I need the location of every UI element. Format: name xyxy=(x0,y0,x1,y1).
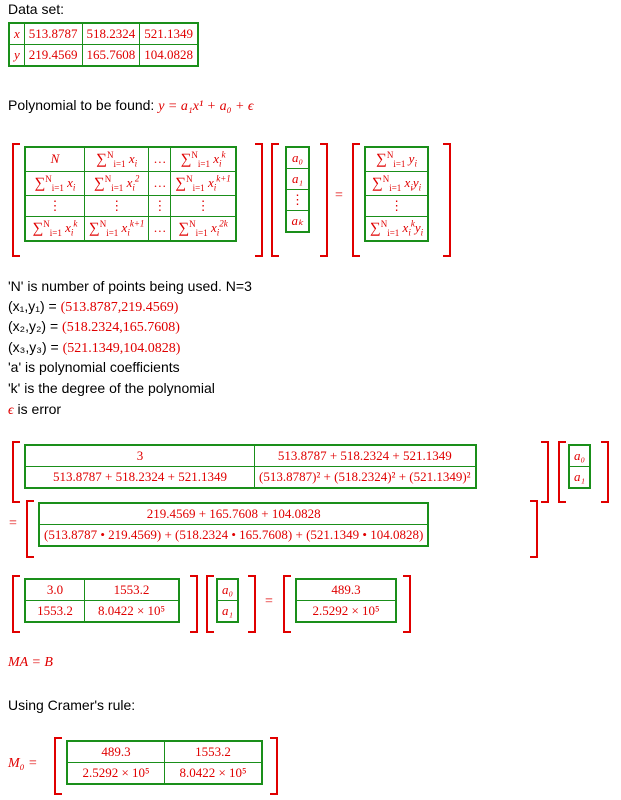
point-2 xyxy=(8,318,180,336)
table-row xyxy=(25,601,179,623)
expanded-m11: 3 xyxy=(25,445,255,467)
point-3-value: (521.1349,104.0828) xyxy=(62,341,181,356)
right-bracket xyxy=(190,575,198,633)
numeric-coefficients xyxy=(216,578,239,623)
point-2-label: (x₂,y₂) = xyxy=(8,318,63,334)
coef-a0: a₀ xyxy=(569,445,590,467)
rhs-sum-y: ∑$^N_{i=1}$ $y_i$ xyxy=(365,147,428,171)
coef-a0: a₀ xyxy=(217,579,238,601)
point-1-label: (x₁,y₁) = xyxy=(8,298,61,314)
coef-a1: a₁ xyxy=(217,601,238,623)
numeric-m22: 8.0422 × 10⁵ xyxy=(85,601,180,623)
numeric-m12: 1553.2 xyxy=(85,579,180,601)
right-bracket xyxy=(541,441,549,503)
left-bracket xyxy=(54,737,62,795)
data-set-label: Data set: xyxy=(8,1,65,17)
cell-sum-x2: ∑$^N_{i=1}$ $x_i^2$ xyxy=(85,171,149,195)
table-row xyxy=(25,171,236,195)
table-row xyxy=(9,45,198,67)
rhs-sum-xky: ∑$^N_{i=1}$ $x_i^ky_i$ xyxy=(365,216,428,240)
cell-sum-x: ∑$^N_{i=1}$ $x_i$ xyxy=(85,147,149,171)
cramer-label: Using Cramer's rule: xyxy=(8,697,136,713)
left-bracket xyxy=(206,575,214,633)
table-row xyxy=(286,190,309,211)
left-bracket xyxy=(283,575,291,633)
table-row xyxy=(217,601,238,623)
polynomial-formula: y = a₁x¹ + a₀ + ϵ xyxy=(158,99,254,114)
cell-vdots: ⋮ xyxy=(25,195,85,216)
point-3 xyxy=(8,339,180,357)
numeric-m21: 1553.2 xyxy=(25,601,85,623)
table-row xyxy=(365,195,428,216)
m0-label: M₀ = xyxy=(8,756,38,771)
expanded-coefficients xyxy=(568,444,591,489)
cell-n: N xyxy=(25,147,85,171)
cramer-m12: 1553.2 xyxy=(165,741,263,763)
table-row xyxy=(9,23,198,45)
table-row xyxy=(365,147,428,171)
x-header: x xyxy=(9,23,24,45)
table-row xyxy=(365,216,428,240)
table-row xyxy=(67,741,262,763)
rhs-sum-xy: ∑$^N_{i=1}$ $x_iy_i$ xyxy=(365,171,428,195)
coefficient-vector xyxy=(285,146,310,233)
cell-dots: … xyxy=(149,147,171,171)
table-row xyxy=(25,216,236,240)
cell-sum-x: ∑$^N_{i=1}$ $x_i$ xyxy=(25,171,85,195)
expanded-m12: 513.8787 + 518.2324 + 521.1349 xyxy=(255,445,476,467)
numeric-b1: 489.3 xyxy=(296,579,396,601)
table-row xyxy=(217,579,238,601)
cramer-m22: 8.0422 × 10⁵ xyxy=(165,763,263,785)
right-bracket xyxy=(248,575,256,633)
left-bracket xyxy=(558,441,566,503)
table-row xyxy=(39,503,428,525)
point-1-value: (513.8787,219.4569) xyxy=(60,300,179,315)
cell-vdots: ⋮ xyxy=(171,195,236,216)
numeric-b2: 2.5292 × 10⁵ xyxy=(296,601,396,623)
table-row xyxy=(296,601,396,623)
point-2-value: (518.2324,165.7608) xyxy=(62,320,180,335)
numeric-rhs xyxy=(295,578,397,623)
cell-dots: … xyxy=(149,216,171,240)
y-value-2: 165.7608 xyxy=(82,45,140,67)
cramer-matrix xyxy=(66,740,263,785)
cell-sum-x2k: ∑$^N_{i=1}$ $x_i^{2k}$ xyxy=(171,216,236,240)
ma-equals-b: MA = B xyxy=(8,655,53,670)
n-description: 'N' is number of points being used. N=3 xyxy=(8,278,252,294)
x-value-1: 513.8787 xyxy=(24,23,82,45)
coef-a1: a₁ xyxy=(286,169,309,190)
expanded-rhs xyxy=(38,502,429,547)
coef-ak: aₖ xyxy=(286,211,309,233)
x-value-3: 521.1349 xyxy=(140,23,198,45)
expanded-m21: 513.8787 + 518.2324 + 521.1349 xyxy=(25,467,255,489)
table-row xyxy=(296,579,396,601)
data-set-table xyxy=(8,22,199,67)
right-bracket xyxy=(601,441,609,503)
equals-sign: = xyxy=(9,516,17,531)
table-row xyxy=(67,763,262,785)
left-bracket xyxy=(12,143,20,257)
cell-vdots: ⋮ xyxy=(149,195,171,216)
cell-sum-xk1: ∑$^N_{i=1}$ $x_i^{k+1}$ xyxy=(85,216,149,240)
cell-dots: … xyxy=(149,171,171,195)
table-row xyxy=(25,195,236,216)
table-row xyxy=(569,467,590,489)
right-bracket xyxy=(270,737,278,795)
k-description: 'k' is the degree of the polynomial xyxy=(8,380,215,396)
point-1 xyxy=(8,298,178,316)
left-bracket xyxy=(26,500,34,558)
right-bracket xyxy=(320,143,328,257)
equals-sign: = xyxy=(265,594,273,609)
table-row xyxy=(569,445,590,467)
equals-sign: = xyxy=(335,188,343,203)
epsilon-symbol: ϵ xyxy=(8,403,14,418)
right-bracket xyxy=(255,143,263,257)
left-bracket xyxy=(12,441,20,503)
numeric-m11: 3.0 xyxy=(25,579,85,601)
left-bracket xyxy=(271,143,279,257)
coef-dots: ⋮ xyxy=(286,190,309,211)
table-row xyxy=(286,169,309,190)
expanded-matrix xyxy=(24,444,477,489)
left-bracket xyxy=(12,575,20,633)
polynomial-line xyxy=(8,97,254,115)
coef-a1: a₁ xyxy=(569,467,590,489)
table-row xyxy=(365,171,428,195)
expanded-b2: (513.8787 • 219.4569) + (518.2324 • 165.7608) + (521.1349 • 104.0828) xyxy=(39,525,428,547)
cell-sum-xk: ∑$^N_{i=1}$ $x_i^k$ xyxy=(171,147,236,171)
cell-sum-xk1: ∑$^N_{i=1}$ $x_i^{k+1}$ xyxy=(171,171,236,195)
table-row xyxy=(25,147,236,171)
y-header: y xyxy=(9,45,24,67)
expanded-m22: (513.8787)² + (518.2324)² + (521.1349)² xyxy=(255,467,476,489)
table-row xyxy=(25,445,476,467)
general-matrix xyxy=(24,146,237,242)
table-row xyxy=(286,211,309,233)
right-bracket xyxy=(530,500,538,558)
y-value-3: 104.0828 xyxy=(140,45,198,67)
right-bracket xyxy=(443,143,451,257)
cell-sum-xk: ∑$^N_{i=1}$ $x_i^k$ xyxy=(25,216,85,240)
right-bracket xyxy=(403,575,411,633)
numeric-matrix xyxy=(24,578,180,623)
table-row xyxy=(25,579,179,601)
left-bracket xyxy=(352,143,360,257)
cramer-m11: 489.3 xyxy=(67,741,165,763)
expanded-b1: 219.4569 + 165.7608 + 104.0828 xyxy=(39,503,428,525)
cramer-m21: 2.5292 × 10⁵ xyxy=(67,763,165,785)
table-row xyxy=(25,467,476,489)
coef-a0: a₀ xyxy=(286,147,309,169)
e-description-text: is error xyxy=(13,401,62,417)
point-3-label: (x₃,y₃) = xyxy=(8,339,63,355)
x-value-2: 518.2324 xyxy=(82,23,140,45)
e-description xyxy=(8,401,61,419)
a-description: 'a' is polynomial coefficients xyxy=(8,359,180,375)
table-row xyxy=(286,147,309,169)
rhs-dots: ⋮ xyxy=(365,195,428,216)
polynomial-label: Polynomial to be found: xyxy=(8,97,159,113)
table-row xyxy=(39,525,428,547)
rhs-vector xyxy=(364,146,429,242)
y-value-1: 219.4569 xyxy=(24,45,82,67)
cell-vdots: ⋮ xyxy=(85,195,149,216)
